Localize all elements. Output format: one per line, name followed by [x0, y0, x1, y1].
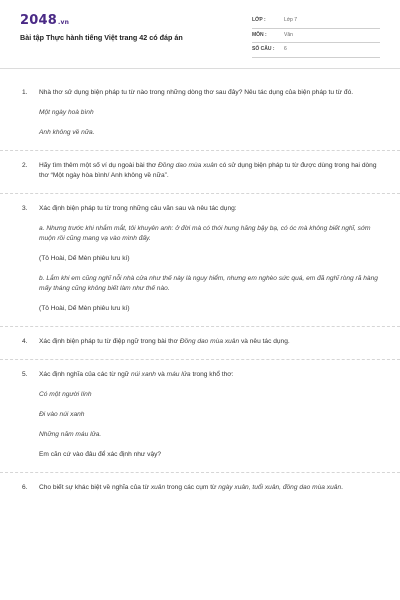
poem-line: Có một người lính	[39, 391, 92, 398]
logo-text: 2048	[20, 13, 57, 28]
poem-line: Những năm máu lửa.	[39, 431, 102, 438]
question-2	[22, 161, 378, 181]
text-segment: có sử dụng biện pháp tu từ được dùng trong hai dòng thơ “Một ngày hòa bình/ Anh không về nữa”.	[39, 162, 377, 179]
poem-line: Anh không về nữa.	[39, 129, 95, 136]
term: ngày xuân, tuổi xuân, đồng dao mùa xuân	[218, 484, 342, 491]
meta-value: Văn	[284, 31, 293, 38]
question-list	[22, 88, 378, 493]
text-segment: Cho biết sự khác biệt về nghĩa của từ	[39, 484, 151, 491]
question-separator	[0, 326, 400, 327]
question-text: Nhà thơ sử dụng biện pháp tu từ nào trong những dòng thơ sau đây? Nêu tác dụng của biện pháp tu từ đó.	[39, 89, 354, 96]
text-segment: .	[341, 484, 343, 491]
text-segment: và nêu tác dụng.	[239, 338, 290, 345]
question-number: 6.	[22, 484, 28, 491]
excerpt-a: a. Nhưng trước khi nhắm mắt, tôi khuyên anh: ở đời mà có thói hung hăng bậy bạ, có óc mà không biết nghĩ, sớm muộn rồi cũng mang vạ vào mình đấy.	[39, 225, 371, 242]
text-segment: Hãy tìm thêm một số ví dụ ngoài bài thơ	[39, 162, 159, 169]
question-6	[22, 483, 378, 493]
meta-label: MÔN :	[252, 31, 267, 38]
question-3	[22, 204, 378, 314]
term: núi xanh	[131, 371, 156, 378]
text-segment: trong các cụm từ	[165, 484, 219, 491]
question-separator	[0, 472, 400, 473]
excerpt-source: (Tô Hoài, Dế Mèn phiêu lưu kí)	[39, 255, 130, 262]
header-divider	[0, 68, 400, 69]
question-separator	[0, 193, 400, 194]
page-header	[0, 0, 400, 70]
question-text	[39, 483, 378, 493]
document-title: Bài tập Thực hành tiếng Việt trang 42 có đáp án	[20, 33, 183, 42]
question-separator	[0, 359, 400, 360]
question-number: 3.	[22, 205, 28, 212]
site-logo[interactable]	[20, 13, 69, 28]
question-number: 4.	[22, 338, 28, 345]
meta-table	[252, 14, 380, 58]
poem-line: Đi vào núi xanh	[39, 411, 85, 418]
meta-row-count	[252, 43, 380, 58]
question-number: 5.	[22, 371, 28, 378]
question-text: Xác định biện pháp tu từ trong những câu văn sau và nêu tác dụng:	[39, 205, 237, 212]
question-4	[22, 337, 378, 347]
question-1	[22, 88, 378, 138]
question-5	[22, 370, 378, 460]
text-segment: trong khổ thơ:	[190, 371, 234, 378]
question-separator	[0, 150, 400, 151]
meta-row-subject	[252, 29, 380, 44]
work-title: Đồng dao mùa xuân	[179, 338, 240, 345]
meta-label: SỐ CÂU :	[252, 46, 275, 52]
term: xuân	[150, 484, 166, 491]
text-segment: và	[155, 371, 167, 378]
meta-row-class	[252, 14, 380, 29]
excerpt-source: (Tô Hoài, Dế Mèn phiêu lưu kí)	[39, 305, 130, 312]
logo-tld: .vn	[57, 19, 70, 26]
question-text	[39, 370, 378, 380]
meta-value: 6	[284, 46, 287, 52]
follow-up-question: Em căn cứ vào đâu để xác định như vậy?	[39, 451, 162, 458]
question-number: 1.	[22, 89, 28, 96]
text-segment: Xác định biện pháp tu từ điệp ngữ trong bài thơ	[39, 338, 180, 345]
excerpt-b: b. Lắm khi em cũng nghĩ nỗi nhà cửa như thế này là nguy hiểm, nhưng em nghèo sức quá, em đã nghĩ ròng rã hàng mấy tháng cũng không biết làm như thế nào.	[39, 275, 378, 292]
work-title: Đồng dao mùa xuân	[158, 162, 218, 169]
poem-line: Một ngày hoà bình	[39, 109, 94, 116]
text-segment: Xác định nghĩa của các từ ngữ	[39, 371, 132, 378]
meta-label: LỚP :	[252, 17, 266, 23]
meta-value: Lớp 7	[284, 17, 298, 23]
question-text	[39, 337, 378, 347]
question-number: 2.	[22, 162, 28, 169]
question-text	[39, 161, 378, 181]
term: máu lửa	[166, 371, 191, 378]
